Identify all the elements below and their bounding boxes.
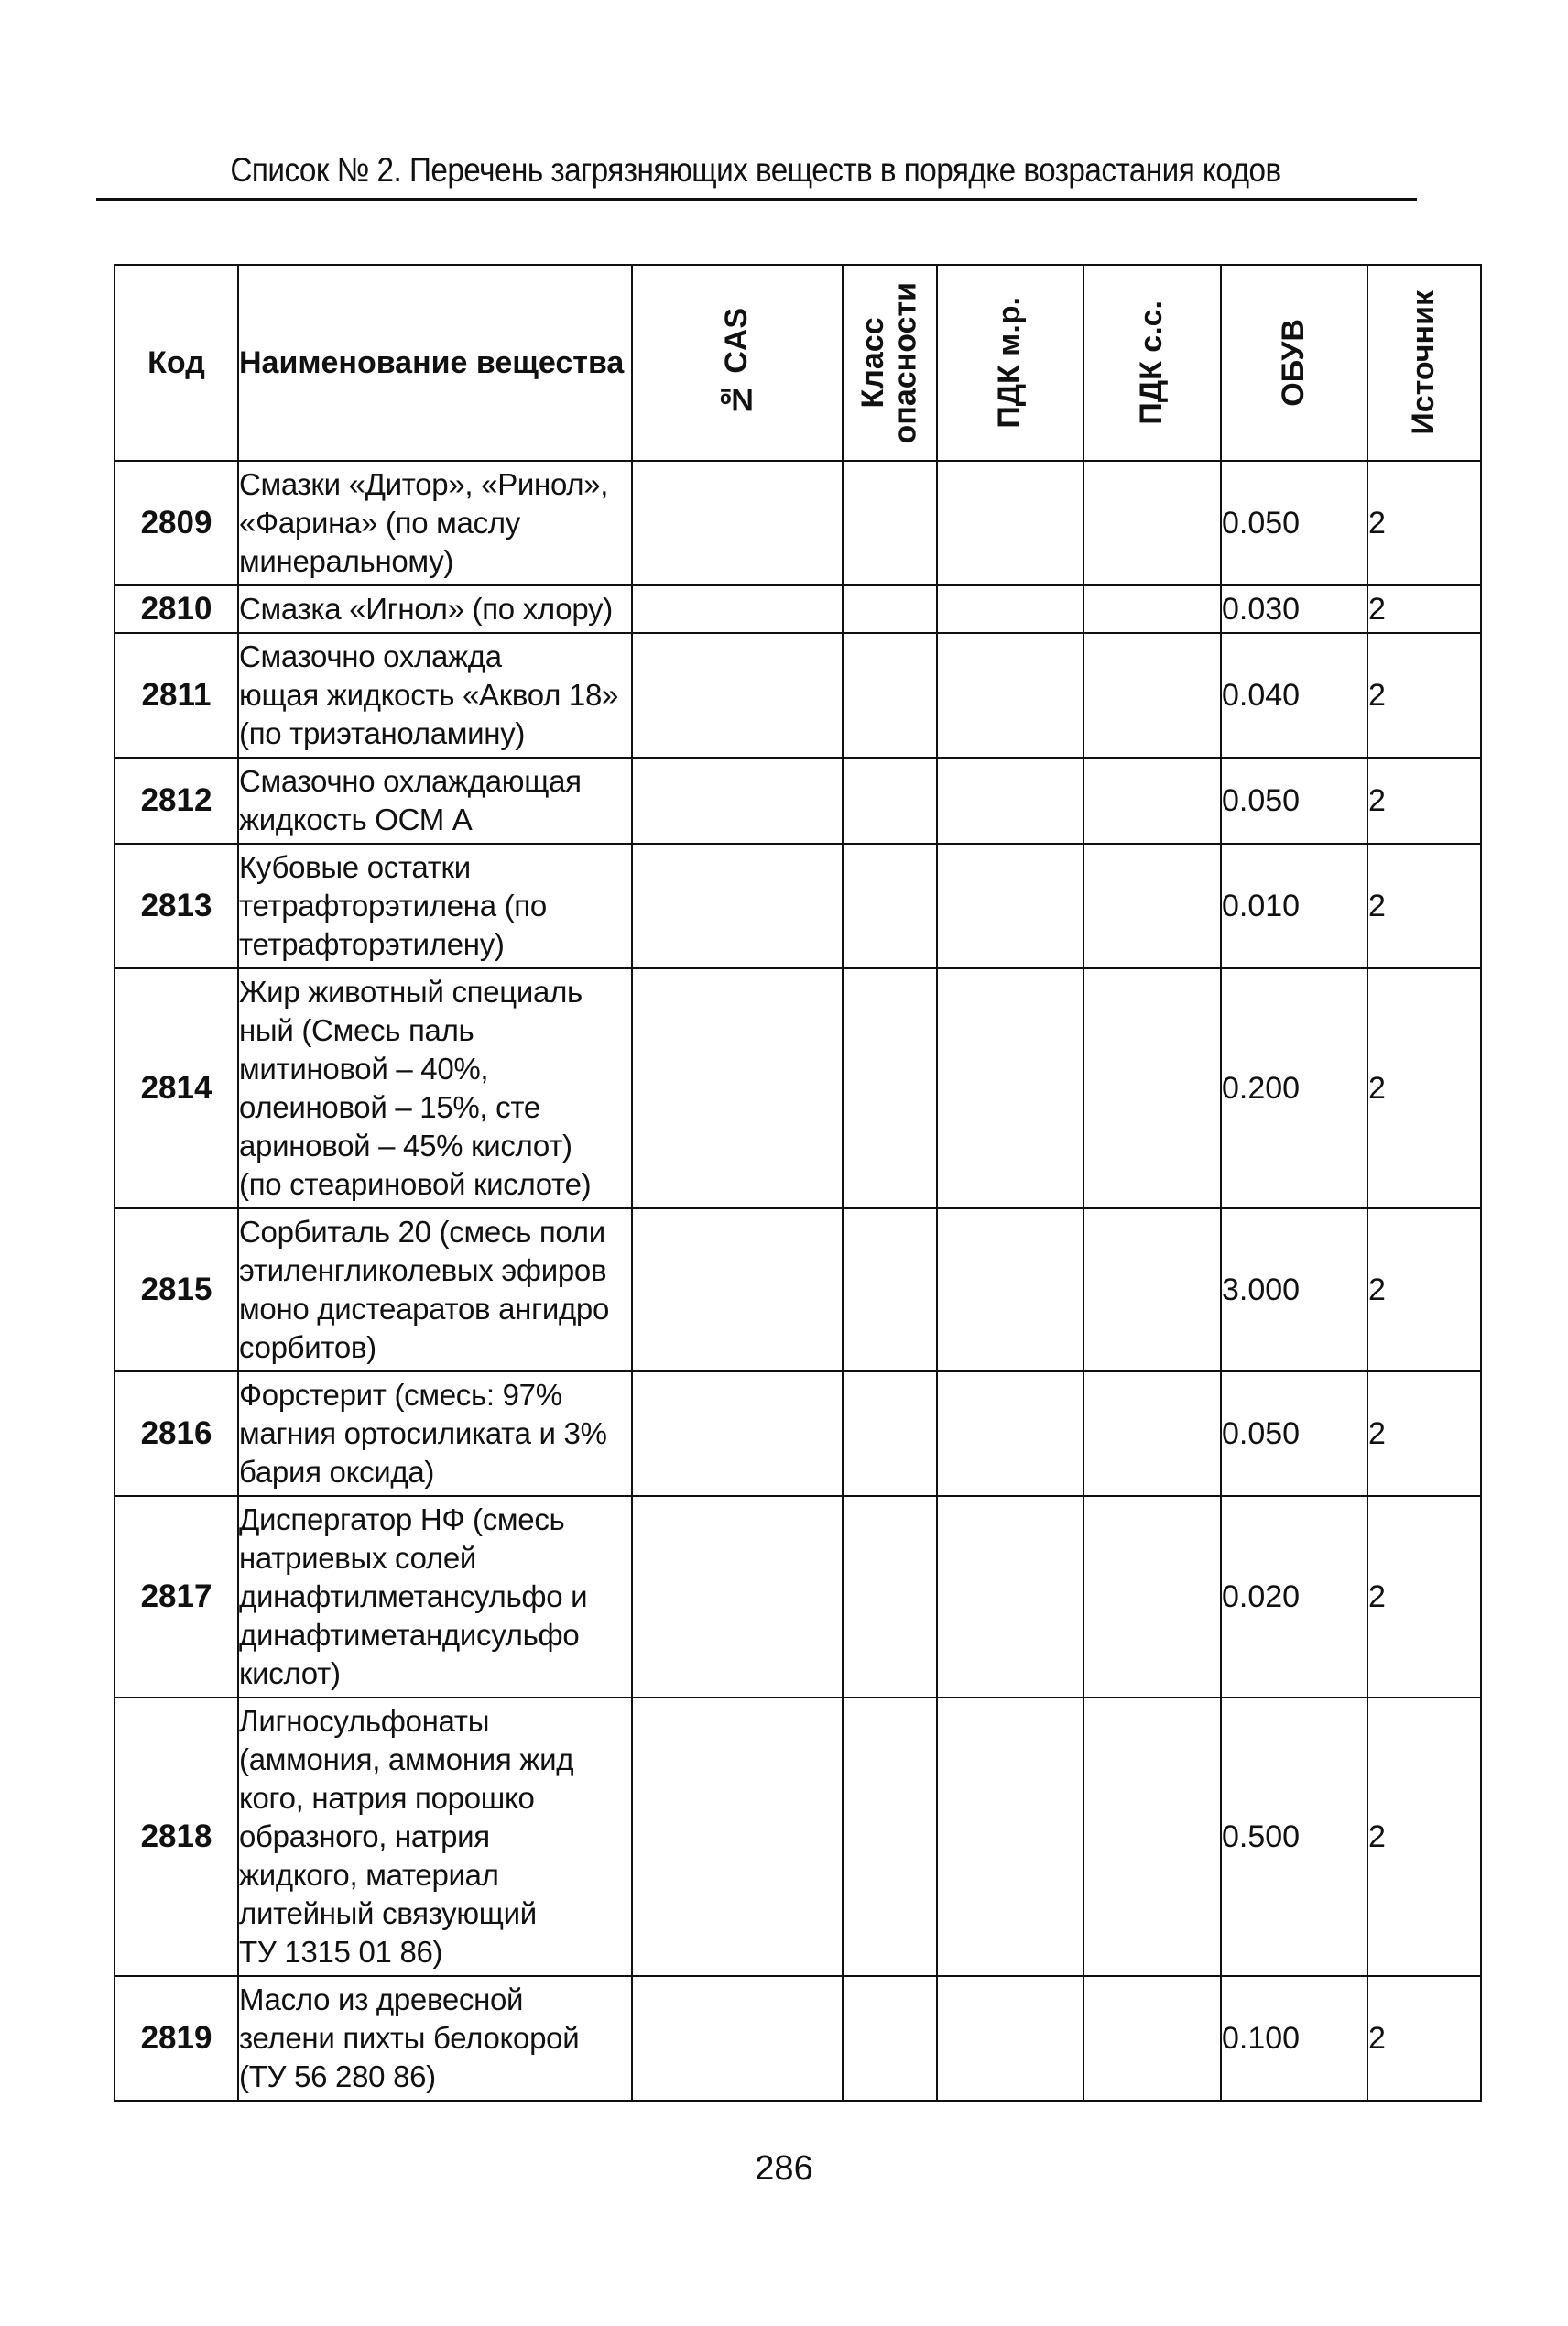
- row-cas: [632, 1976, 843, 2101]
- column-header-pdk-mr: [937, 265, 1083, 461]
- row-substance-name: [238, 1976, 632, 2101]
- row-hazard-class: [843, 844, 937, 968]
- substance-name-line: натриевых солей: [239, 1541, 477, 1576]
- substance-name-line: Форстерит (смесь: 97%: [239, 1378, 562, 1413]
- row-hazard-class: [843, 968, 937, 1208]
- row-cas: [632, 968, 843, 1208]
- row-pdk-ss: [1083, 1208, 1221, 1371]
- row-hazard-class: [843, 1371, 937, 1496]
- row-pdk-mr: [937, 633, 1083, 758]
- column-header-hazard-class: [843, 265, 937, 461]
- column-header-name: Наименование вещества: [238, 265, 632, 461]
- table-row: [114, 585, 1481, 633]
- row-code: 2811: [114, 633, 238, 758]
- row-obuv: 0.050: [1221, 758, 1367, 844]
- substance-name-line: кислот): [239, 1655, 341, 1690]
- row-cas: [632, 844, 843, 968]
- row-cas: [632, 1496, 843, 1698]
- row-obuv: 0.500: [1221, 1698, 1367, 1976]
- row-code: 2809: [114, 461, 238, 585]
- row-pdk-ss: [1083, 1371, 1221, 1496]
- substance-name-line: этиленгликолевых эфиров: [239, 1253, 607, 1288]
- row-substance-name: [238, 585, 632, 633]
- row-pdk-mr: [937, 1208, 1083, 1371]
- table-row: [114, 461, 1481, 585]
- substance-name-line: образного, натрия: [239, 1819, 490, 1854]
- row-source: 2: [1367, 758, 1481, 844]
- substance-name-line: Лигносульфонаты: [239, 1704, 490, 1739]
- row-pdk-ss: [1083, 1976, 1221, 2101]
- table-row: [114, 1371, 1481, 1496]
- row-obuv: 0.200: [1221, 968, 1367, 1208]
- row-substance-name: [238, 1371, 632, 1496]
- row-pdk-mr: [937, 844, 1083, 968]
- row-pdk-mr: [937, 1698, 1083, 1976]
- table-body: [114, 461, 1481, 2101]
- row-pdk-ss: [1083, 758, 1221, 844]
- row-source: 2: [1367, 1496, 1481, 1698]
- row-pdk-mr: [937, 585, 1083, 633]
- hazard-class-line1: Класс: [855, 317, 890, 409]
- row-obuv: 0.050: [1221, 1371, 1367, 1496]
- row-substance-name: [238, 968, 632, 1208]
- substance-name-line: олеиновой – 15%, сте: [239, 1090, 540, 1124]
- substance-name-line: ный (Смесь паль: [239, 1013, 474, 1048]
- row-hazard-class: [843, 585, 937, 633]
- substance-name-line: Кубовые остатки: [239, 850, 471, 885]
- row-substance-name: [238, 758, 632, 844]
- row-substance-name: [238, 1496, 632, 1698]
- pollutants-table: [114, 264, 1482, 2102]
- row-cas: [632, 633, 843, 758]
- row-cas: [632, 461, 843, 585]
- row-pdk-mr: [937, 968, 1083, 1208]
- row-source: 2: [1367, 1698, 1481, 1976]
- table-row: [114, 633, 1481, 758]
- row-cas: [632, 585, 843, 633]
- row-pdk-mr: [937, 461, 1083, 585]
- substance-name-line: Смазочно охлажда: [239, 639, 502, 674]
- row-code: 2813: [114, 844, 238, 968]
- row-obuv: 0.010: [1221, 844, 1367, 968]
- row-source: 2: [1367, 844, 1481, 968]
- table-row: [114, 968, 1481, 1208]
- page-number: 286: [755, 2149, 813, 2188]
- substance-name-line: моно дистеаратов ангидро: [239, 1292, 610, 1326]
- row-obuv: 3.000: [1221, 1208, 1367, 1371]
- substance-name-line: тетрафторэтилену): [239, 926, 505, 961]
- row-hazard-class: [843, 1976, 937, 2101]
- row-code: 2816: [114, 1371, 238, 1496]
- row-hazard-class: [843, 1496, 937, 1698]
- substance-name-line: ариновой – 45% кислот): [239, 1128, 572, 1163]
- substance-name-line: ющая жидкость «Аквол 18»: [239, 678, 619, 713]
- substance-name-line: Смазочно охлаждающая: [239, 764, 582, 799]
- row-source: 2: [1367, 1371, 1481, 1496]
- row-source: 2: [1367, 585, 1481, 633]
- row-source: 2: [1367, 461, 1481, 585]
- row-obuv: 0.020: [1221, 1496, 1367, 1698]
- hazard-class-line2: опасности: [887, 281, 923, 444]
- row-code: 2812: [114, 758, 238, 844]
- column-header-cas: [632, 265, 843, 461]
- substance-name-line: митиновой – 40%,: [239, 1052, 489, 1087]
- row-pdk-ss: [1083, 461, 1221, 585]
- row-source: 2: [1367, 1976, 1481, 2101]
- row-cas: [632, 758, 843, 844]
- row-code: 2810: [114, 585, 238, 633]
- row-pdk-ss: [1083, 1496, 1221, 1698]
- row-cas: [632, 1208, 843, 1371]
- row-source: 2: [1367, 633, 1481, 758]
- table-header-row: [114, 265, 1481, 461]
- row-pdk-ss: [1083, 633, 1221, 758]
- row-hazard-class: [843, 1208, 937, 1371]
- substance-name-line: динафтилметансульфо и: [239, 1579, 588, 1614]
- column-header-pdk-ss: [1083, 265, 1221, 461]
- substance-name-line: динафтиметандисульфо: [239, 1617, 580, 1652]
- column-header-obuv: [1221, 265, 1367, 461]
- substance-name-line: литейный связующий: [239, 1895, 537, 1930]
- row-substance-name: [238, 1698, 632, 1976]
- substance-name-line: Смазки «Дитор», «Ринол»,: [239, 467, 609, 502]
- substance-name-line: Жир животный специаль: [239, 975, 583, 1010]
- substance-name-line: (ТУ 56 280 86): [239, 2058, 436, 2093]
- column-header-cas-label: № CAS: [719, 308, 755, 418]
- column-header-source-label: Источник: [1406, 290, 1442, 435]
- row-code: 2819: [114, 1976, 238, 2101]
- substance-name-line: (по стеариновой кислоте): [239, 1166, 592, 1201]
- substance-name-line: магния ортосиликата и 3%: [239, 1416, 607, 1451]
- row-hazard-class: [843, 461, 937, 585]
- column-header-code: Код: [114, 265, 238, 461]
- row-substance-name: [238, 1208, 632, 1371]
- header-divider: [96, 198, 1417, 201]
- row-pdk-ss: [1083, 585, 1221, 633]
- row-code: 2818: [114, 1698, 238, 1976]
- column-header-pdk-mr-label: ПДК м.р.: [992, 297, 1028, 429]
- page-header-title: Список № 2. Перечень загрязняющих веществ в порядке возрастания кодов: [230, 151, 1281, 189]
- row-pdk-mr: [937, 1496, 1083, 1698]
- substance-name-line: Масло из древесной: [239, 1982, 524, 2017]
- table-row: [114, 1496, 1481, 1698]
- row-pdk-mr: [937, 1976, 1083, 2101]
- row-pdk-ss: [1083, 968, 1221, 1208]
- table-row: [114, 1976, 1481, 2101]
- row-source: 2: [1367, 968, 1481, 1208]
- row-obuv: 0.030: [1221, 585, 1367, 633]
- row-substance-name: [238, 461, 632, 585]
- table-row: [114, 844, 1481, 968]
- substance-name-line: «Фарина» (по маслу: [239, 506, 520, 541]
- row-hazard-class: [843, 633, 937, 758]
- row-code: 2814: [114, 968, 238, 1208]
- row-substance-name: [238, 844, 632, 968]
- substance-name-line: (по триэтаноламину): [239, 715, 526, 750]
- substance-name-line: сорбитов): [239, 1329, 376, 1364]
- substance-name-line: (аммония, аммония жид: [239, 1742, 574, 1777]
- row-obuv: 0.050: [1221, 461, 1367, 585]
- substance-name-line: Диспергатор НФ (смесь: [239, 1502, 565, 1537]
- row-hazard-class: [843, 758, 937, 844]
- substance-name-line: минеральному): [239, 543, 454, 578]
- substance-name-line: тетрафторэтилена (по: [239, 889, 547, 923]
- substance-name-line: бария оксида): [239, 1454, 435, 1489]
- column-header-hazard-class-label: [857, 282, 922, 443]
- column-header-obuv-label: ОБУВ: [1276, 319, 1312, 407]
- row-obuv: 0.100: [1221, 1976, 1367, 2101]
- row-obuv: 0.040: [1221, 633, 1367, 758]
- substance-name-line: кого, натрия порошко: [239, 1781, 535, 1816]
- row-substance-name: [238, 633, 632, 758]
- row-cas: [632, 1698, 843, 1976]
- substance-name-line: Смазка «Игнол» (по хлору): [239, 592, 613, 627]
- row-code: 2815: [114, 1208, 238, 1371]
- substance-name-line: зелени пихты белокорой: [239, 2021, 580, 2056]
- row-pdk-mr: [937, 1371, 1083, 1496]
- row-pdk-ss: [1083, 844, 1221, 968]
- row-code: 2817: [114, 1496, 238, 1698]
- column-header-pdk-ss-label: ПДК с.с.: [1134, 300, 1170, 425]
- table-row: [114, 1208, 1481, 1371]
- row-pdk-mr: [937, 758, 1083, 844]
- row-hazard-class: [843, 1698, 937, 1976]
- substance-name-line: жидкого, материал: [239, 1857, 499, 1892]
- table-row: [114, 758, 1481, 844]
- row-source: 2: [1367, 1208, 1481, 1371]
- column-header-source: [1367, 265, 1481, 461]
- row-cas: [632, 1371, 843, 1496]
- table-row: [114, 1698, 1481, 1976]
- substance-name-line: ТУ 1315 01 86): [239, 1934, 443, 1969]
- substance-name-line: Сорбиталь 20 (смесь поли: [239, 1215, 605, 1250]
- substance-name-line: жидкость ОСМ А: [239, 803, 473, 836]
- row-pdk-ss: [1083, 1698, 1221, 1976]
